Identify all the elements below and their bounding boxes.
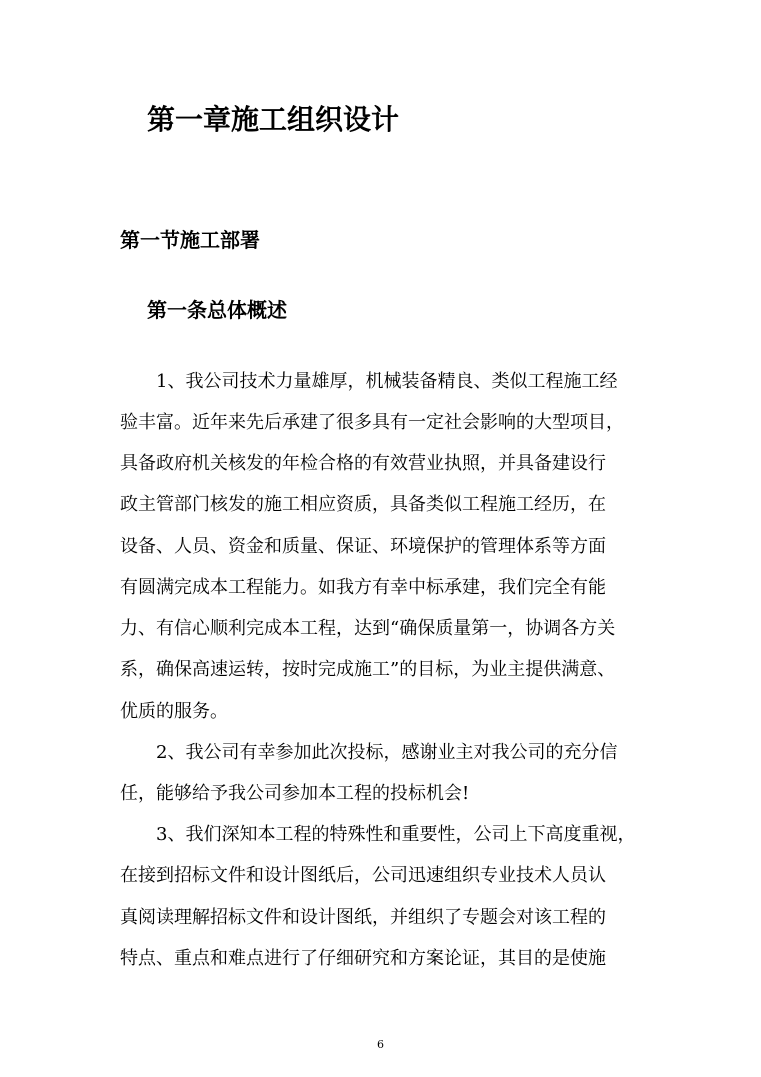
paragraph-2-line-1: 2、我公司有幸参加此次投标，感谢业主对我公司的充分信 <box>156 742 618 763</box>
paragraph-3-line-4: 特点、重点和难点进行了仔细研究和方案论证，其目的是使施 <box>120 948 606 969</box>
page-number: 6 <box>377 1038 384 1051</box>
section-title: 第一节施工部署 <box>120 228 260 252</box>
chapter-title: 第一章施工组织设计 <box>147 103 400 136</box>
paragraph-3-line-1: 3、我们深知本工程的特殊性和重要性，公司上下高度重视， <box>156 824 636 845</box>
paragraph-1-line-6: 有圆满完成本工程能力。如我方有幸中标承建，我们完全有能 <box>120 577 606 598</box>
paragraph-1-line-8: 系，确保高速运转，按时完成施工”的目标，为业主提供满意、 <box>120 659 616 680</box>
paragraph-1-line-3: 具备政府机关核发的年检合格的有效营业执照，并具备建设行 <box>120 453 606 474</box>
paragraph-1-line-5: 设备、人员、资金和质量、保证、环境保护的管理体系等方面 <box>120 536 606 557</box>
paragraph-1-line-4: 政主管部门核发的施工相应资质，具备类似工程施工经历，在 <box>120 494 606 515</box>
paragraph-2-line-2: 任，能够给予我公司参加本工程的投标机会! <box>120 783 470 804</box>
paragraph-1-line-9: 优质的服务。 <box>120 701 228 722</box>
paragraph-1-line-7: 力、有信心顺利完成本工程，达到“确保质量第一，协调各方关 <box>120 618 616 639</box>
paragraph-3-line-2: 在接到招标文件和设计图纸后，公司迅速组织专业技术人员认 <box>120 865 606 886</box>
paragraph-1-line-2: 验丰富。近年来先后承建了很多具有一定社会影响的大型项目， <box>120 412 624 433</box>
paragraph-1-line-1: 1、我公司技术力量雄厚，机械装备精良、类似工程施工经 <box>156 371 618 392</box>
article-title: 第一条总体概述 <box>147 298 287 322</box>
paragraph-3-line-3: 真阅读理解招标文件和设计图纸，并组织了专题会对该工程的 <box>120 907 606 928</box>
